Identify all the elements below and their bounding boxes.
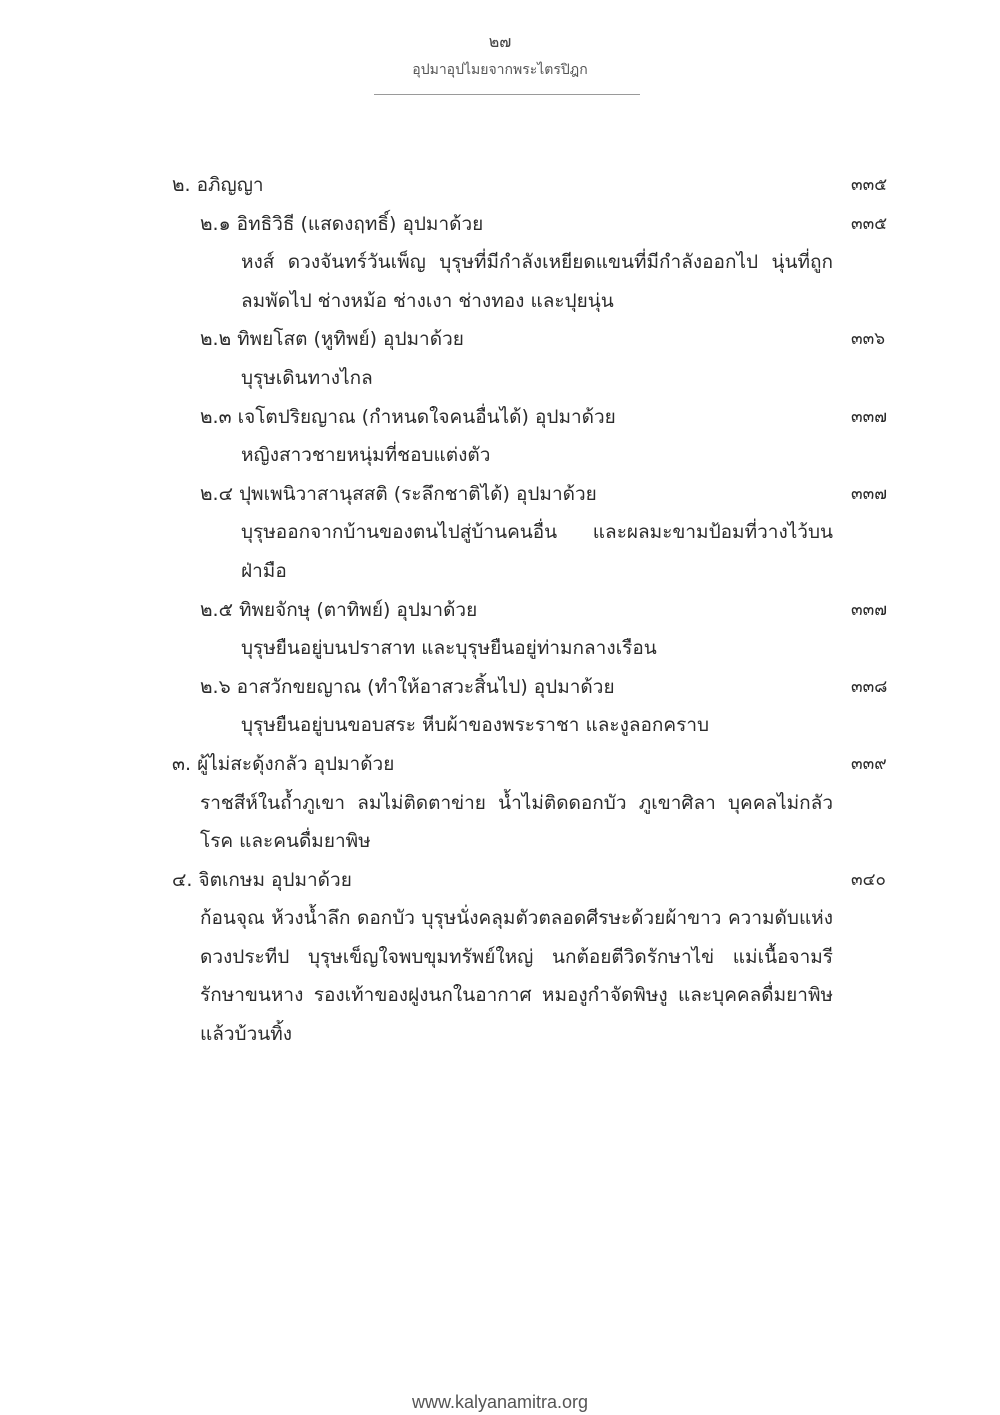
toc-entry-label: ๓. ผู้ไม่สะดุ้งกลัว อุปมาด้วย — [172, 752, 395, 775]
toc-entry-page: ๓๓๗ — [851, 599, 888, 620]
toc-entry-page: ๓๓๕ — [851, 213, 888, 234]
toc-entry-page: ๓๔๐ — [851, 869, 886, 890]
toc-entry-description: บุรุษเดินทางไกล — [241, 366, 373, 389]
toc-entry-description: บุรุษยืนอยู่บนปราสาท และบุรุษยืนอยู่ท่ามกลางเรือน — [241, 637, 657, 660]
toc-entry-page: ๓๓๘ — [851, 676, 888, 697]
toc-entry-label: ๔. จิตเกษม อุปมาด้วย — [172, 868, 352, 891]
toc-entry-label: ๒.๕ ทิพยจักษุ (ตาทิพย์) อุปมาด้วย — [200, 598, 478, 621]
toc-entry-page: ๓๓๗ — [851, 406, 888, 427]
toc-entry-label: ๒.๒ ทิพยโสต (หูทิพย์) อุปมาด้วย — [200, 328, 464, 351]
toc-entry-label: ๒.๑ อิทธิวิธี (แสดงฤทธิ์) อุปมาด้วย — [200, 212, 484, 235]
toc-entry-page: ๓๓๗ — [851, 483, 888, 504]
toc-entry-2 — [0, 166, 1000, 205]
table-of-contents — [0, 166, 1000, 1054]
toc-entry-label: ๒.๔ ปุพเพนิวาสานุสสติ (ระลึกชาติได้) อุปมาด้วย — [200, 482, 597, 505]
book-title: อุปมาอุปไมยจากพระไตรปิฎก — [412, 62, 588, 78]
toc-entry-2-6 — [0, 668, 1000, 707]
toc-entry-label: ๒.๖ อาสวักขยญาณ (ทำให้อาสวะสิ้นไป) อุปมาด้วย — [200, 675, 615, 698]
toc-entry-description: ราชสีห์ในถ้ำภูเขา ลมไม่ติดตาข่าย น้ำไม่ติดดอกบัว ภูเขาศิลา บุคคลไม่กลัวโรค และคนดื่มยาพิษ — [200, 791, 833, 853]
toc-entry-2-3 — [0, 398, 1000, 437]
toc-entry-page: ๓๓๖ — [851, 329, 886, 350]
toc-entry-description: หงส์ ดวงจันทร์วันเพ็ญ บุรุษที่มีกำลังเหยียดแขนที่มีกำลังออกไป นุ่นที่ถูกลมพัดไป ช่างหม้อ ช่างเงา ช่างทอง และปุยนุ่น — [241, 251, 833, 312]
footer-website: www.kalyanamitra.org — [411, 1392, 589, 1412]
toc-entry-2-2 — [0, 320, 1000, 359]
toc-entry-label: ๒. อภิญญา — [172, 174, 264, 196]
toc-entry-description: บุรุษยืนอยู่บนขอบสระ หีบผ้าของพระราชา และงูลอกคราบ — [241, 714, 710, 737]
toc-entry-description: หญิงสาวชายหนุ่มที่ชอบแต่งตัว — [241, 444, 491, 467]
toc-entry-2-5 — [0, 591, 1000, 630]
toc-entry-page: ๓๓๙ — [851, 753, 887, 774]
toc-entry-4 — [0, 861, 1000, 900]
toc-entry-description: บุรุษออกจากบ้านของตนไปสู่บ้านคนอื่น และผลมะขามป้อมที่วางไว้บนฝ่ามือ — [241, 521, 833, 582]
toc-entry-label: ๒.๓ เจโตปริยญาณ (กำหนดใจคนอื่นได้) อุปมาด้วย — [200, 405, 616, 428]
toc-entry-2-4 — [0, 475, 1000, 514]
toc-entry-description: ก้อนจุณ ห้วงน้ำลึก ดอกบัว บุรุษนั่งคลุมตัวตลอดศีรษะด้วยผ้าขาว ความดับแห่งดวงประทีป บุรุษเข็ญใจพบขุมทรัพย์ใหญ่ นกต้อยตีวิดรักษาไข่ แม่เนื้อจามรีรักษาขนหาง รองเท้าของฝูงนกในอากาศ หมองูกำจัดพิษงู และบุคคลดื่มยาพิษแล้วบ้วนทิ้ง — [200, 907, 833, 1046]
header-divider — [374, 94, 640, 95]
toc-entry-2-1 — [0, 205, 1000, 244]
toc-entry-3 — [0, 745, 1000, 784]
page-number: ๒๗ — [488, 32, 512, 51]
toc-entry-page: ๓๓๕ — [851, 175, 888, 195]
page-header — [0, 30, 1000, 80]
